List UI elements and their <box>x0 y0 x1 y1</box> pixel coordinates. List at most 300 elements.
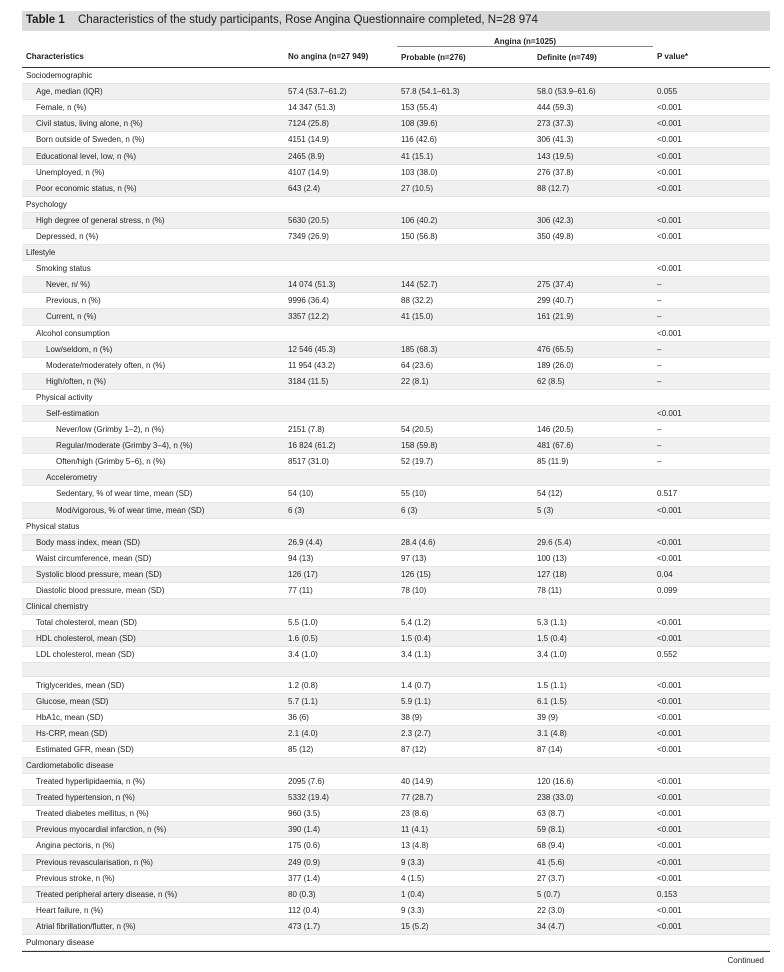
table-row <box>22 405 770 421</box>
section-row <box>22 196 770 212</box>
p-value-cell: <0.001 <box>653 854 770 870</box>
definite-cell: 189 (26.0) <box>533 357 653 373</box>
row-label: Born outside of Sweden, n (%) <box>22 132 284 148</box>
no-angina-cell: 1.2 (0.8) <box>284 677 397 693</box>
row-label: Alcohol consumption <box>22 325 284 341</box>
row-label: Hs-CRP, mean (SD) <box>22 725 284 741</box>
no-angina-cell: 643 (2.4) <box>284 180 397 196</box>
p-value-cell: <0.001 <box>653 709 770 725</box>
definite-cell: 238 (33.0) <box>533 790 653 806</box>
empty-cell <box>533 663 653 677</box>
probable-cell: 88 (32.2) <box>397 293 533 309</box>
p-value-cell: <0.001 <box>653 148 770 164</box>
definite-cell: 299 (40.7) <box>533 293 653 309</box>
probable-cell: 3.4 (1.1) <box>397 647 533 663</box>
probable-cell <box>397 470 533 486</box>
p-value-cell: <0.001 <box>653 870 770 886</box>
probable-cell: 55 (10) <box>397 486 533 502</box>
definite-cell: 276 (37.8) <box>533 164 653 180</box>
section-label: Cardiometabolic disease <box>22 757 284 773</box>
no-angina-cell: 11 954 (43.2) <box>284 357 397 373</box>
p-value-cell: <0.001 <box>653 405 770 421</box>
table-spacer-row <box>22 663 770 677</box>
angina-group-header: Angina (n=1025) <box>397 31 653 47</box>
definite-cell: 62 (8.5) <box>533 373 653 389</box>
p-value-cell: – <box>653 422 770 438</box>
no-angina-cell: 57.4 (53.7–61.2) <box>284 84 397 100</box>
empty-cell <box>397 518 533 534</box>
p-value-cell <box>653 470 770 486</box>
section-label: Sociodemographic <box>22 68 284 84</box>
table-row <box>22 806 770 822</box>
no-angina-cell: 377 (1.4) <box>284 870 397 886</box>
p-value-cell: 0.552 <box>653 647 770 663</box>
table-row <box>22 438 770 454</box>
p-value-cell: <0.001 <box>653 325 770 341</box>
probable-cell: 22 (8.1) <box>397 373 533 389</box>
p-value-cell: <0.001 <box>653 741 770 757</box>
definite-cell <box>533 261 653 277</box>
characteristics-table <box>22 31 770 951</box>
p-value-cell: <0.001 <box>653 100 770 116</box>
table-row <box>22 180 770 196</box>
table-row <box>22 583 770 599</box>
definite-cell <box>533 389 653 405</box>
definite-cell: 5 (0.7) <box>533 886 653 902</box>
probable-cell: 41 (15.1) <box>397 148 533 164</box>
no-angina-cell: 2095 (7.6) <box>284 774 397 790</box>
row-label: Glucose, mean (SD) <box>22 693 284 709</box>
p-value-cell: <0.001 <box>653 631 770 647</box>
definite-cell: 120 (16.6) <box>533 774 653 790</box>
table-header <box>22 31 770 68</box>
probable-cell: 1 (0.4) <box>397 886 533 902</box>
table-row <box>22 293 770 309</box>
no-angina-cell: 14 347 (51.3) <box>284 100 397 116</box>
table-bottom-rule <box>22 951 770 952</box>
probable-cell: 27 (10.5) <box>397 180 533 196</box>
no-angina-cell <box>284 470 397 486</box>
row-label: Never, n/ %) <box>22 277 284 293</box>
definite-cell: 306 (41.3) <box>533 132 653 148</box>
no-angina-cell: 94 (13) <box>284 550 397 566</box>
column-header-characteristics: Characteristics <box>22 47 284 68</box>
p-value-cell: <0.001 <box>653 774 770 790</box>
probable-cell: 38 (9) <box>397 709 533 725</box>
p-value-cell: <0.001 <box>653 502 770 518</box>
no-angina-cell: 80 (0.3) <box>284 886 397 902</box>
table-row <box>22 422 770 438</box>
empty-cell <box>284 757 397 773</box>
table-row <box>22 566 770 582</box>
row-label: Depressed, n (%) <box>22 228 284 244</box>
row-label: Mod/vigorous, % of wear time, mean (SD) <box>22 502 284 518</box>
no-angina-cell: 16 824 (61.2) <box>284 438 397 454</box>
row-label: Treated hypertension, n (%) <box>22 790 284 806</box>
table-row <box>22 470 770 486</box>
row-label: Moderate/moderately often, n (%) <box>22 357 284 373</box>
no-angina-cell: 5332 (19.4) <box>284 790 397 806</box>
no-angina-cell: 249 (0.9) <box>284 854 397 870</box>
definite-cell: 59 (8.1) <box>533 822 653 838</box>
definite-cell: 476 (65.5) <box>533 341 653 357</box>
row-label: Heart failure, n (%) <box>22 902 284 918</box>
row-label: Regular/moderate (Grimby 3–4), n (%) <box>22 438 284 454</box>
column-header-p-value: P value* <box>653 47 770 68</box>
empty-cell <box>284 518 397 534</box>
probable-cell <box>397 261 533 277</box>
empty-cell <box>284 68 397 84</box>
no-angina-cell <box>284 261 397 277</box>
table-row <box>22 854 770 870</box>
probable-cell: 97 (13) <box>397 550 533 566</box>
probable-cell: 57.8 (54.1–61.3) <box>397 84 533 100</box>
definite-cell: 3.1 (4.8) <box>533 725 653 741</box>
probable-cell: 54 (20.5) <box>397 422 533 438</box>
probable-cell: 150 (56.8) <box>397 228 533 244</box>
no-angina-cell: 126 (17) <box>284 566 397 582</box>
table-row <box>22 677 770 693</box>
definite-cell: 29.6 (5.4) <box>533 534 653 550</box>
no-angina-cell: 960 (3.5) <box>284 806 397 822</box>
table-row <box>22 341 770 357</box>
definite-cell: 5 (3) <box>533 502 653 518</box>
table-row <box>22 389 770 405</box>
p-value-cell: 0.153 <box>653 886 770 902</box>
empty-cell <box>284 599 397 615</box>
table-number: Table 1 <box>26 14 65 26</box>
table-row <box>22 373 770 389</box>
definite-cell: 39 (9) <box>533 709 653 725</box>
probable-cell: 2.3 (2.7) <box>397 725 533 741</box>
definite-cell: 161 (21.9) <box>533 309 653 325</box>
table-row <box>22 709 770 725</box>
no-angina-cell: 12 546 (45.3) <box>284 341 397 357</box>
table-row <box>22 325 770 341</box>
table-row <box>22 261 770 277</box>
empty-cell <box>653 518 770 534</box>
p-value-cell: <0.001 <box>653 822 770 838</box>
p-value-cell: – <box>653 293 770 309</box>
probable-cell: 185 (68.3) <box>397 341 533 357</box>
section-label: Clinical chemistry <box>22 599 284 615</box>
no-angina-cell: 5.7 (1.1) <box>284 693 397 709</box>
table-row <box>22 84 770 100</box>
no-angina-cell: 7124 (25.8) <box>284 116 397 132</box>
definite-cell: 273 (37.3) <box>533 116 653 132</box>
table-row <box>22 228 770 244</box>
probable-cell: 77 (28.7) <box>397 790 533 806</box>
no-angina-cell <box>284 325 397 341</box>
probable-cell: 144 (52.7) <box>397 277 533 293</box>
probable-cell: 41 (15.0) <box>397 309 533 325</box>
row-label: Treated hyperlipidaemia, n (%) <box>22 774 284 790</box>
definite-cell: 22 (3.0) <box>533 902 653 918</box>
definite-cell: 3.4 (1.0) <box>533 647 653 663</box>
no-angina-cell: 3.4 (1.0) <box>284 647 397 663</box>
no-angina-cell: 3184 (11.5) <box>284 373 397 389</box>
empty-cell <box>284 245 397 261</box>
section-label: Psychology <box>22 196 284 212</box>
table-row <box>22 486 770 502</box>
no-angina-cell: 112 (0.4) <box>284 902 397 918</box>
definite-cell: 5.3 (1.1) <box>533 615 653 631</box>
probable-cell: 11 (4.1) <box>397 822 533 838</box>
table-row <box>22 534 770 550</box>
table-row <box>22 164 770 180</box>
p-value-cell: <0.001 <box>653 164 770 180</box>
p-value-cell: – <box>653 454 770 470</box>
empty-cell <box>653 663 770 677</box>
table-row <box>22 615 770 631</box>
row-label: Total cholesterol, mean (SD) <box>22 615 284 631</box>
probable-cell: 6 (3) <box>397 502 533 518</box>
table-row <box>22 886 770 902</box>
empty-cell <box>533 757 653 773</box>
row-label: Previous revascularisation, n (%) <box>22 854 284 870</box>
no-angina-cell: 9996 (36.4) <box>284 293 397 309</box>
table-row <box>22 774 770 790</box>
no-angina-cell: 2465 (8.9) <box>284 148 397 164</box>
table-row <box>22 647 770 663</box>
probable-cell: 1.4 (0.7) <box>397 677 533 693</box>
empty-cell <box>533 934 653 950</box>
p-value-cell: <0.001 <box>653 550 770 566</box>
definite-cell: 143 (19.5) <box>533 148 653 164</box>
no-angina-cell: 473 (1.7) <box>284 918 397 934</box>
definite-cell <box>533 325 653 341</box>
no-angina-cell: 14 074 (51.3) <box>284 277 397 293</box>
definite-cell <box>533 470 653 486</box>
row-label: Angina pectoris, n (%) <box>22 838 284 854</box>
empty-cell <box>22 663 284 677</box>
row-label: Previous stroke, n (%) <box>22 870 284 886</box>
continued-label: Continued <box>727 956 764 965</box>
definite-cell: 6.1 (1.5) <box>533 693 653 709</box>
header-spacer <box>284 31 397 47</box>
empty-cell <box>653 245 770 261</box>
definite-cell: 41 (5.6) <box>533 854 653 870</box>
row-label: High/often, n (%) <box>22 373 284 389</box>
table-row <box>22 838 770 854</box>
no-angina-cell <box>284 389 397 405</box>
p-value-cell: – <box>653 341 770 357</box>
no-angina-cell: 54 (10) <box>284 486 397 502</box>
row-label: Previous, n (%) <box>22 293 284 309</box>
definite-cell: 275 (37.4) <box>533 277 653 293</box>
empty-cell <box>397 757 533 773</box>
definite-cell: 85 (11.9) <box>533 454 653 470</box>
table-row <box>22 631 770 647</box>
p-value-cell: <0.001 <box>653 918 770 934</box>
section-row <box>22 245 770 261</box>
p-value-cell: – <box>653 438 770 454</box>
p-value-cell: 0.099 <box>653 583 770 599</box>
section-row <box>22 757 770 773</box>
definite-cell: 54 (12) <box>533 486 653 502</box>
probable-cell <box>397 325 533 341</box>
table-row <box>22 309 770 325</box>
section-label: Lifestyle <box>22 245 284 261</box>
probable-cell: 78 (10) <box>397 583 533 599</box>
row-label: Unemployed, n (%) <box>22 164 284 180</box>
row-label: Poor economic status, n (%) <box>22 180 284 196</box>
probable-cell: 1.5 (0.4) <box>397 631 533 647</box>
empty-cell <box>533 599 653 615</box>
table-row <box>22 148 770 164</box>
no-angina-cell: 8517 (31.0) <box>284 454 397 470</box>
no-angina-cell: 4107 (14.9) <box>284 164 397 180</box>
row-label: Triglycerides, mean (SD) <box>22 677 284 693</box>
empty-cell <box>653 757 770 773</box>
empty-cell <box>397 245 533 261</box>
definite-cell: 127 (18) <box>533 566 653 582</box>
row-label: Self-estimation <box>22 405 284 421</box>
no-angina-cell: 175 (0.6) <box>284 838 397 854</box>
p-value-cell: <0.001 <box>653 677 770 693</box>
empty-cell <box>397 599 533 615</box>
probable-cell: 28.4 (4.6) <box>397 534 533 550</box>
no-angina-cell: 26.9 (4.4) <box>284 534 397 550</box>
table-container <box>22 31 770 951</box>
table-row <box>22 870 770 886</box>
column-header-no-angina: No angina (n=27 949) <box>284 47 397 68</box>
probable-cell: 87 (12) <box>397 741 533 757</box>
p-value-cell: <0.001 <box>653 132 770 148</box>
definite-cell: 78 (11) <box>533 583 653 599</box>
p-value-cell: – <box>653 277 770 293</box>
empty-cell <box>653 68 770 84</box>
probable-cell: 5.4 (1.2) <box>397 615 533 631</box>
probable-cell <box>397 389 533 405</box>
table-row <box>22 454 770 470</box>
p-value-cell: <0.001 <box>653 838 770 854</box>
p-value-cell: <0.001 <box>653 693 770 709</box>
no-angina-cell: 4151 (14.9) <box>284 132 397 148</box>
probable-cell <box>397 405 533 421</box>
no-angina-cell: 85 (12) <box>284 741 397 757</box>
row-label: Physical activity <box>22 389 284 405</box>
probable-cell: 108 (39.6) <box>397 116 533 132</box>
p-value-cell: 0.055 <box>653 84 770 100</box>
no-angina-cell: 6 (3) <box>284 502 397 518</box>
section-row <box>22 518 770 534</box>
empty-cell <box>397 934 533 950</box>
row-label: Previous myocardial infarction, n (%) <box>22 822 284 838</box>
row-label: Current, n (%) <box>22 309 284 325</box>
table-row <box>22 822 770 838</box>
p-value-cell: – <box>653 357 770 373</box>
p-value-cell: <0.001 <box>653 212 770 228</box>
row-label: Often/high (Grimby 5–6), n (%) <box>22 454 284 470</box>
empty-cell <box>397 663 533 677</box>
p-value-cell: 0.04 <box>653 566 770 582</box>
no-angina-cell: 7349 (26.9) <box>284 228 397 244</box>
row-label: Sedentary, % of wear time, mean (SD) <box>22 486 284 502</box>
row-label: Treated diabetes mellitus, n (%) <box>22 806 284 822</box>
empty-cell <box>653 599 770 615</box>
row-label: HbA1c, mean (SD) <box>22 709 284 725</box>
no-angina-cell: 390 (1.4) <box>284 822 397 838</box>
p-value-cell: <0.001 <box>653 228 770 244</box>
probable-cell: 106 (40.2) <box>397 212 533 228</box>
no-angina-cell: 5630 (20.5) <box>284 212 397 228</box>
empty-cell <box>533 196 653 212</box>
no-angina-cell: 36 (6) <box>284 709 397 725</box>
empty-cell <box>284 196 397 212</box>
p-value-cell: <0.001 <box>653 725 770 741</box>
no-angina-cell: 5.5 (1.0) <box>284 615 397 631</box>
row-label: Diastolic blood pressure, mean (SD) <box>22 583 284 599</box>
probable-cell: 153 (55.4) <box>397 100 533 116</box>
section-row <box>22 599 770 615</box>
p-value-cell: <0.001 <box>653 261 770 277</box>
probable-cell: 4 (1.5) <box>397 870 533 886</box>
row-label: Body mass index, mean (SD) <box>22 534 284 550</box>
definite-cell: 1.5 (0.4) <box>533 631 653 647</box>
row-label: Female, n (%) <box>22 100 284 116</box>
no-angina-cell: 3357 (12.2) <box>284 309 397 325</box>
probable-cell: 40 (14.9) <box>397 774 533 790</box>
p-value-cell: – <box>653 373 770 389</box>
column-header-definite: Definite (n=749) <box>533 47 653 68</box>
probable-cell: 103 (38.0) <box>397 164 533 180</box>
row-label: Smoking status <box>22 261 284 277</box>
row-label: Civil status, living alone, n (%) <box>22 116 284 132</box>
probable-cell: 5.9 (1.1) <box>397 693 533 709</box>
definite-cell <box>533 405 653 421</box>
empty-cell <box>397 68 533 84</box>
probable-cell: 158 (59.8) <box>397 438 533 454</box>
definite-cell: 68 (9.4) <box>533 838 653 854</box>
table-body <box>22 68 770 951</box>
row-label: HDL cholesterol, mean (SD) <box>22 631 284 647</box>
table-row <box>22 741 770 757</box>
definite-cell: 27 (3.7) <box>533 870 653 886</box>
no-angina-cell: 2.1 (4.0) <box>284 725 397 741</box>
p-value-cell <box>653 389 770 405</box>
section-label: Pulmonary disease <box>22 934 284 950</box>
definite-cell: 146 (20.5) <box>533 422 653 438</box>
table-row <box>22 277 770 293</box>
table-row <box>22 693 770 709</box>
table-row <box>22 550 770 566</box>
table-row <box>22 725 770 741</box>
table-row <box>22 132 770 148</box>
probable-cell: 9 (3.3) <box>397 854 533 870</box>
p-value-cell: <0.001 <box>653 116 770 132</box>
no-angina-cell: 1.6 (0.5) <box>284 631 397 647</box>
section-row <box>22 68 770 84</box>
empty-cell <box>397 196 533 212</box>
row-label: High degree of general stress, n (%) <box>22 212 284 228</box>
row-label: Age, median (IQR) <box>22 84 284 100</box>
definite-cell: 63 (8.7) <box>533 806 653 822</box>
p-value-cell: 0.517 <box>653 486 770 502</box>
empty-cell <box>533 68 653 84</box>
definite-cell: 306 (42.3) <box>533 212 653 228</box>
p-value-cell: <0.001 <box>653 615 770 631</box>
p-value-cell: <0.001 <box>653 902 770 918</box>
p-value-cell: <0.001 <box>653 534 770 550</box>
probable-cell: 52 (19.7) <box>397 454 533 470</box>
probable-cell: 126 (15) <box>397 566 533 582</box>
no-angina-cell: 77 (11) <box>284 583 397 599</box>
empty-cell <box>653 196 770 212</box>
row-label: Waist circumference, mean (SD) <box>22 550 284 566</box>
definite-cell: 34 (4.7) <box>533 918 653 934</box>
table-row <box>22 918 770 934</box>
